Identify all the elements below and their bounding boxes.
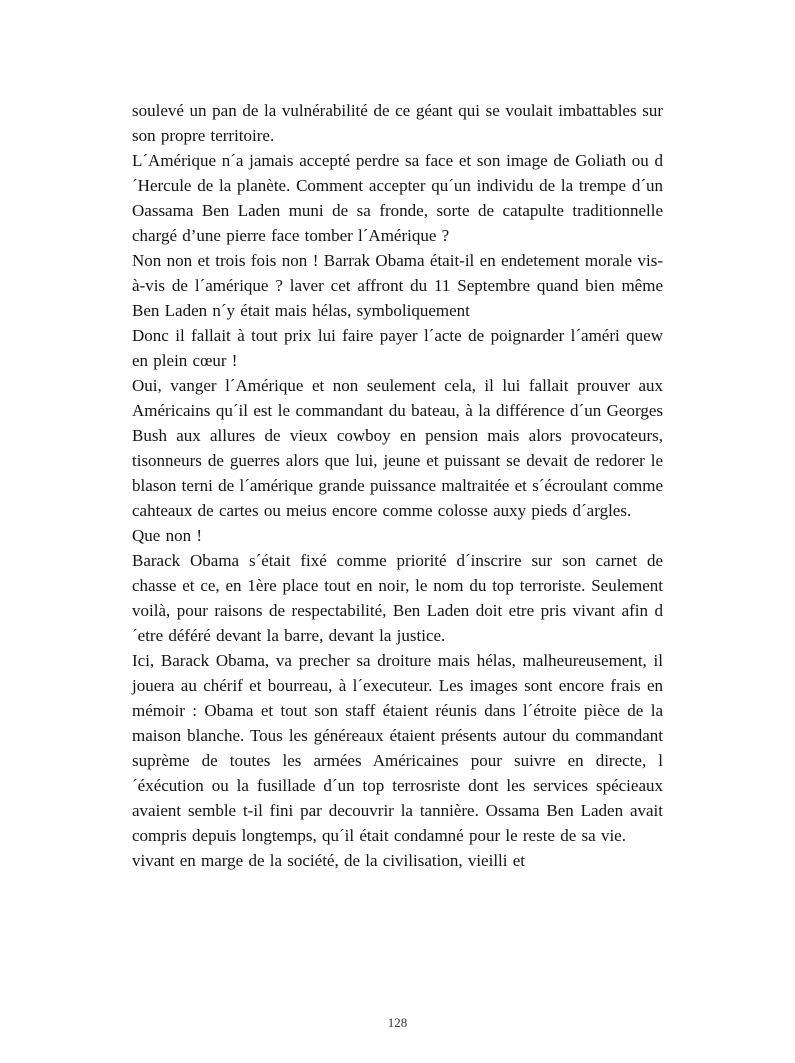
paragraph: Que non ! — [132, 526, 202, 545]
paragraph: Ici, Barack Obama, va precher sa droiture mais hélas, malheureusement, il jouera au chérif et bourreau, à l´executeur. Les images sont encore frais en mémoir : Obama et tout son staff étaient réunis dans l´étroite pièce de la maison blanche. Tous les généreaux étaient présents autour du commandant suprème de toutes les armées Américaines pour suivre en directe, l´éxécution ou la fusillade d´un top terrosriste dont les services spécieaux avaient semble t-il fini par decouvrir la tannière. Ossama Ben Laden avait compris depuis longtemps, qu´il était condamné pour le reste de sa vie. — [132, 651, 663, 845]
paragraph: vivant en marge de la société, de la civilisation, vieilli et — [132, 851, 526, 870]
page-content — [132, 98, 663, 873]
paragraph: Donc il fallait à tout prix lui faire payer l´acte de poignarder l´améri quew en plein cœur ! — [132, 326, 663, 370]
paragraph: Non non et trois fois non ! Barrak Obama était-il en endetement morale vis-à-vis de l´amérique ? laver cet affront du 11 Septembre quand bien même Ben Laden n´y était mais hélas, symboliquement — [132, 251, 663, 320]
paragraph: L´Amérique n´a jamais accepté perdre sa face et son image de Goliath ou d´Hercule de la planète. Comment accepter qu´un individu de la trempe d´un Oassama Ben Laden muni de sa fronde, sorte de catapulte traditionnelle chargé d’une pierre face tomber l´Amérique ? — [132, 151, 663, 245]
page-number: 128 — [387, 1015, 408, 1030]
paragraph: Oui, vanger l´Amérique et non seulement cela, il lui fallait prouver aux Américains qu´il est le commandant du bateau, à la différence d´un Georges Bush aux allures de vieux cowboy en pension mais alors provocateurs, tisonneurs de guerres alors que lui, jeune et puissant se devait de redorer le blason terni de l´amérique grande puissance maltraitée et s´écroulant comme cahteaux de cartes ou meius encore comme colosse auxy pieds d´argles. — [132, 376, 663, 520]
paragraph: Barack Obama s´était fixé comme priorité d´inscrire sur son carnet de chasse et ce, en 1ère place tout en noir, le nom du top terroriste. Seulement voilà, pour raisons de respectabilité, Ben Laden doit etre pris vivant afin d´etre déféré devant la barre, devant la justice. — [132, 551, 663, 645]
paragraph: soulevé un pan de la vulnérabilité de ce géant qui se voulait imbattables sur son propre territoire. — [132, 101, 663, 145]
